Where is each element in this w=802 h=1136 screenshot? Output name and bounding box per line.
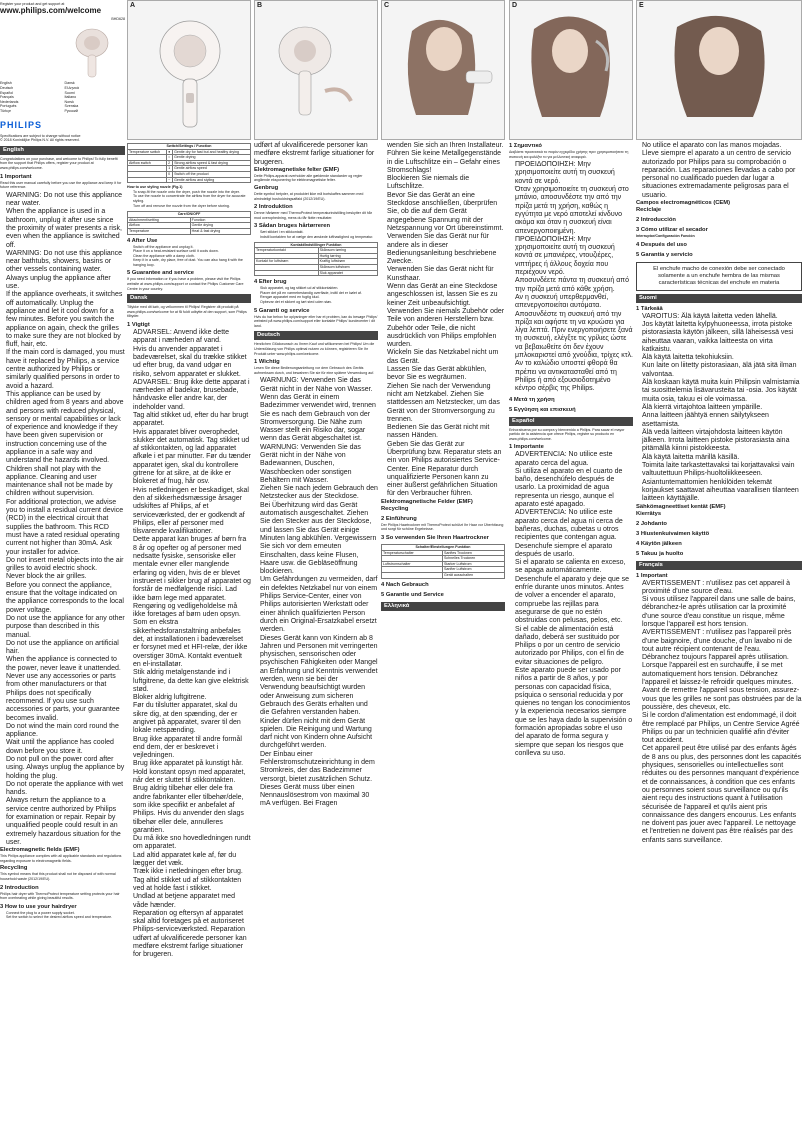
warning-item: • AVERTISSEMENT : n'utilisez pas cet appareil à proximité d'une source d'eau.: [642, 580, 802, 597]
howto-item: • Connect the plug to a power supply socket.: [6, 911, 125, 916]
after-use-list: [127, 245, 251, 268]
heading-so-verwenden: 3 So verwenden Sie Ihren Haartrockner: [381, 534, 489, 541]
warning-item: • Führen Sie keine Metallgegenstände in die Luftschlitze ein – Gefahr eines Stromschlags!: [387, 150, 505, 175]
table-cell: Hurtig tørring: [318, 253, 377, 259]
warning-item: • ADVARSEL: Anvend ikke dette apparat i nærheden af vand.: [133, 329, 251, 346]
settings-table-title: Switch/Settings / Function: [128, 144, 251, 150]
column-6: [636, 0, 802, 845]
warning-item: • Before you connect the appliance, ensure that the voltage indicated on the appliance corresponds to the local power voltage.: [6, 582, 125, 615]
nozzle-item: • To snap-fit the nozzle onto the dryer, push the nozzle into the dryer.: [133, 190, 251, 195]
espanol-warning-list: [509, 451, 633, 758]
toc-item[interactable]: Norsk: [64, 99, 74, 104]
espanol-intro: Enhorabuena por su compra y bienvenido a Philips. Para sacar el mayor partido de la asistencia que ofrece Philips, registre su producto en www.philips.com/welcome.: [509, 427, 625, 441]
warning-item: • Si el aparato se calienta en exceso, se apaga automáticamente. Desenchufe el aparato y deje que se enfríe durante unos minutos. Antes de volver a encender el aparato, compruebe las rejillas para asegurarse de que no estén obstruidas con pelusas, pelos, etc.: [515, 559, 633, 625]
warning-item: • Do not pull on the power cord after using. Always unplug the appliance by holding the plug.: [6, 756, 125, 781]
nozzle-item: • Turn off and remove the nozzle from the dryer before storing.: [133, 204, 251, 209]
warning-item: • Jos käytät laitetta kylpyhuoneessa, irrota pistoke pistorasiasta käytön jälkeen, sillä läheisessä vesi aiheuttaa vaaran, vaikka laitteesta on virta katkaistu.: [642, 321, 802, 354]
section-espanol: Español: [509, 417, 633, 426]
warning-item: • Kun laite on liitetty pistorasiaan, älä jätä sitä ilman valvontaa.: [642, 362, 802, 379]
introduktion-text: Denne hårtørrer med ThermoProtect temperaturindstilling beskytter dit hår mod overophedning, mens du får flotte resultater.: [254, 211, 372, 220]
warning-item: • WARNUNG: Verwenden Sie das Gerät nicht in der Nähe von Badewannen, Duschen, Waschbecken oder sonstigen Behältern mit Wasser.: [260, 444, 378, 485]
table-cell: Gentle drying: [173, 155, 251, 161]
table-cell: Gentle airflow and styling: [173, 177, 251, 183]
figure-a: [127, 0, 251, 140]
column-english: [0, 0, 125, 920]
warning-item: • ADVARSEL: Brug ikke dette apparat i nærheden af badekar, brusebade, håndvaske eller andre kar, der indeholder vand.: [133, 379, 251, 412]
warning-item: • Αν το καλώδιο υποστεί φθορά θα πρέπει να αντικατασταθεί από τη Philips ή από εξουσιοδοτημένο κέντρο σέρβις της Philips.: [515, 360, 633, 393]
heading-how-to-use: 3 How to use your hairdryer: [0, 903, 77, 910]
warning-item: • Cet appareil peut être utilisé par des enfants âgés de 8 ans ou plus, des personnes dont les capacités physiques, sensorielles ou intellectuelles sont réduites ou des personnes manquant d'expérience et de connaissances, à condition que ces enfants ou personnes soient sous surveillance ou qu'ils aient reçu des instructions quant à l'utilisation sécurisée de l'appareil et qu'ils aient pris connaissance des dangers encourus. Les enfants ne doivent pas jouer avec l'appareil. Le nettoyage et l'entretien ne doivent pas être réalisés par des enfants sans surveillance.: [642, 745, 802, 845]
warning-item: • Dette apparat kan bruges af børn fra 8 år og opefter og af personer med nedsatte fysiske, sensoriske eller mentale evner eller manglende erfaring og viden, hvis de er blevet instrueret i sikker brug af apparatet og forstår de medfølgende risici. Lad ikke børn lege med apparatet. Rengøring og vedligeholdelse må ikke foretages af børn uden opsyn.: [133, 536, 251, 619]
heading-como-utilizar: 3 Cómo utilizar el secador: [636, 227, 708, 234]
table-cell: Skånsom luftstrøm: [318, 265, 377, 271]
emf-heading: Electromagnetic fields (EMF): [0, 847, 80, 854]
warning-item: • Do not wind the main cord round the appliance.: [6, 723, 125, 740]
heading-einfuehrung: 2 Einführung: [381, 515, 417, 522]
saadan-list: [254, 230, 378, 239]
warning-item: • Si utiliza el aparato en el cuarto de baño, desenchúfelo después de usarlo. La proximidad de agua representa un riesgo, aunque el aparato esté apagado.: [515, 468, 633, 509]
table-cell: Airflow switch: [128, 160, 167, 166]
heading-after-use: 4 After Use: [127, 237, 158, 244]
warning-list: [0, 192, 125, 847]
warning-item: • This appliance can be used by children aged from 8 years and above and persons with reduced physical, sensory or mental capabilities or lack of experience and knowledge if they have been given supervision or instruction concerning use of the appliance in a safe way and understand the hazards involved. Children shall not play with the appliance. Cleaning and user maintenance shall not be made by children without supervision.: [6, 391, 125, 499]
nozzle-item: • To use the nozzle to concentrate the airflow from the dryer for accurate styling.: [133, 194, 251, 203]
table-cell: Sanfter Luftstrom: [442, 567, 504, 573]
warning-item: • Stik aldrig metalgenstande ind i luftgitrene, da dette kan give elektrisk stød.: [133, 669, 251, 694]
warning-item: • Älä kierrä virtajohtoa laitteen ympärille.: [642, 404, 802, 412]
plug-notice-box: El enchufe macho de conexión debe ser conectado solamente a un enchufe hembra de las mismas características técnicas del enchufe en materia: [636, 262, 802, 291]
after-use-item: • Switch off the appliance and unplug it.: [133, 245, 251, 250]
warning-item: • Bloker aldrig luftgitrene.: [133, 694, 251, 702]
reciclaje-heading: Reciclaje: [636, 207, 662, 214]
table-cell: ○: [167, 155, 173, 161]
hairdryer-front-icon: [128, 1, 251, 139]
einfuehrung-text: Der Philips Haartrockner mit ThermoProtect schützt Ihr Haar vor Überhitzung und sorgt für schöne Ergebnisse.: [381, 522, 504, 532]
warning-item: • Do not insert metal objects into the air grilles to avoid electric shock.: [6, 557, 125, 574]
genbrug-heading: Genbrug: [254, 185, 279, 192]
greek-warning-list: [509, 161, 633, 393]
table-cell: Kraftig luftstrøm: [318, 259, 377, 265]
table-cell: Temperaturkontakt: [255, 248, 319, 254]
efter-brug-item: • Opbevar det et sikkert og tørt sted uden støv.: [260, 300, 378, 305]
table-cell: Sanftes Trocknen: [442, 550, 504, 556]
warning-item: • Hold konstant opsyn med apparatet, når det er sluttet til stikkontakten.: [133, 769, 251, 786]
figure-letter: D: [512, 2, 518, 9]
warning-item: • Hvis apparatet bliver overophedet, slukker det automatisk. Tag stikket ud af stikkontakten, og lad apparatet afkøle i et par minutter. Før du tænder apparatet igen, skal du kontrollere gitrene for at sikre, at de ikke er blokeret af fnug, hår osv.: [133, 429, 251, 487]
table-cell: [255, 270, 319, 276]
table-cell: Luftstromschalter: [382, 561, 443, 567]
garanti-text: Hvis du har behov for oplysninger eller har et problem, kan du besøge Philips' websted på www.philips.com/support eller kontakte Philips' kundecenter i dit land.: [254, 314, 378, 328]
heading-hiustenkuivaimen: 3 Hiustenkuivaimen käyttö: [636, 530, 710, 537]
warning-item: • Never block the air grilles.: [6, 573, 125, 581]
deutsch-intro: Herzlichen Glückwunsch zu Ihrem Kauf und willkommen bei Philips! Um die Unterstützung von Philips optimal nutzen zu können, registrieren Sie Ihr Produkt unter www.philips.com/welcome.: [254, 342, 375, 356]
table-cell: [382, 572, 443, 578]
recycling-text: This symbol means that this product shall not be disposed of with normal household waste (2012/19/EU).: [0, 872, 116, 882]
heading-johdanto: 2 Johdanto: [636, 520, 667, 527]
dansk-settings-table: [254, 242, 378, 277]
heading-saadan-bruges: 3 Sådan bruges hårtørreren: [254, 223, 331, 230]
warning-item: • Si le cordon d'alimentation est endommagé, il doit être remplacé par Philips, un Centre Service Agréé Philips ou par un technicien qualifié afin d'éviter tout accident.: [642, 712, 802, 745]
warning-item: • Always return the appliance to a service centre authorized by Philips for examination or repair. Repair by unqualified people could result in an extremely hazardous situation for the user.: [6, 797, 125, 847]
hairdryer-cover-icon: [0, 21, 125, 81]
after-use-item: • Clean the appliance with a damp cloth.: [133, 254, 251, 259]
warning-item: • If the appliance overheats, it switches off automatically. Unplug the appliance and let it cool down for a few minutes. Before you switch the appliance on again, check the grilles to make sure they are not blocked by fluff, hair, etc.: [6, 291, 125, 349]
suomi-warning-list: [636, 313, 802, 504]
figure-letter: E: [639, 2, 644, 9]
table-cell: 1: [167, 166, 173, 172]
efter-brug-item: • Placer det på en varmebestandig overflade, indtil det er kølet af.: [260, 291, 378, 296]
warning-item: • Älä koskaan käytä muita kuin Philipsin valmistamia tai suosittelemia lisävarusteita tai -osia. Jos käytät muita osia, takuu ei ole voimassa.: [642, 379, 802, 404]
table-cell: Temperature: [128, 228, 191, 234]
warning-item: • When the appliance is used in a bathroom, unplug it after use since the proximity of water presents a risk, even when the appliance is switched off.: [6, 208, 125, 249]
figure-c: [381, 0, 505, 140]
heading-greek-important: 1 Σημαντικό: [509, 143, 542, 149]
heading-guarantee: 5 Guarantee and service: [127, 270, 195, 277]
warning-item: • Du må ikke sno hovedledningen rundt om apparatet.: [133, 835, 251, 852]
warning-item: • Όταν χρησιμοποιείτε τη συσκευή στο μπάνιο, αποσυνδέστε την από την πρίζα μετά τη χρήση, καθώς η εγγύτητα με νερό αποτελεί κίνδυνο ακόμα και όταν η συσκευή είναι απενεργοποιημένη.: [515, 186, 633, 236]
settings-table: [127, 143, 251, 183]
hair-drying-icon: [382, 1, 505, 139]
warning-item: • Verwenden Sie das Gerät nur für andere als in dieser Bedienungsanleitung beschriebene Zwecke.: [387, 233, 505, 266]
deutsch-settings-table: [381, 544, 505, 579]
care-table-title: Care/ON/OFF: [128, 212, 251, 218]
warning-item: • Lorsque l'appareil est en surchauffe, il se met automatiquement hors tension. Débranchez l'appareil et laissez-le refroidir quelques minutes. Avant de remettre l'appareil sous tension, assurez-vous que les grilles ne sont pas obstruées par de la poussière, des cheveux, etc.: [642, 662, 802, 712]
warning-item: • Ziehen Sie nach jedem Gebrauch den Netzstecker aus der Steckdose.: [260, 485, 378, 502]
figure-b: [254, 0, 378, 140]
after-use-item: • Place it on a heat-resistant surface until it cools down.: [133, 249, 251, 254]
warning-item: • Geben Sie das Gerät zur Überprüfung bzw. Reparatur stets an ein von Philips autorisiertes Service-Center. Eine Reparatur durch unqualifizierte Personen kann zu einer äußerst gefährlichen Situation für den Verbraucher führen.: [387, 441, 505, 499]
warning-item: • If the main cord is damaged, you must have it replaced by Philips, a service centre authorized by Philips or similarly qualified persons in order to avoid a hazard.: [6, 349, 125, 390]
heading-garantia: 5 Garantía y servicio: [636, 251, 693, 258]
toc-item[interactable]: Español: [0, 90, 13, 95]
warning-item: • Undlad at betjene apparatet med våde hænder.: [133, 893, 251, 910]
warning-item: • wenden Sie sich an Ihren Installateur.: [387, 142, 505, 150]
warning-item: • Bei Überhitzung wird das Gerät automatisch ausgeschaltet. Ziehen Sie den Stecker aus der Steckdose, und lassen Sie das Gerät einige Minuten lang abkühlen. Vergewissern Sie sich vor dem erneuten Einschalten, dass keine Flusen, Haare usw. die Gebläseöffnung blockieren.: [260, 502, 378, 577]
toc-item[interactable]: Suomi: [64, 90, 75, 95]
warning-item: • WARNING: Do not use this appliance near bathtubs, showers, basins or other vessels containing water.: [6, 250, 125, 275]
dansk-cont: udført af ukvalificerede personer kan medføre ekstremt farlige situationer for brugeren.: [254, 142, 375, 166]
toc-item[interactable]: Italiano: [64, 95, 77, 100]
table-cell: Temperature switch: [128, 149, 167, 155]
efter-brug-list: [254, 286, 378, 304]
heading-wichtig: 1 Wichtig: [254, 359, 280, 366]
emf-text: Dette Philips-apparat overholder alle gældende standarder og regler angående eksponering for elektromagnetiske felter.: [254, 173, 363, 183]
warning-item: • Wenn das Gerät in einem Badezimmer verwendet wird, trennen Sie es nach dem Gebrauch von der Stromversorgung. Die Nähe zum Wasser stellt ein Risiko dar, sogar wenn das Gerät abgeschaltet ist.: [260, 394, 378, 444]
warning-item: • Αν η συσκευή υπερθερμανθεί, απενεργοποιείται αυτόματα. Αποσυνδέστε τη συσκευή από την πρίζα και αφήστε τη να κρυώσει για λίγα λεπτά. Πριν ενεργοποιήσετε ξανά τη συσκευή, ελέγξτε τις γρίλιες ώστε να βεβαιωθείτε ότι δεν έχουν μπλοκαριστεί από χνούδια, τρίχες κτλ.: [515, 294, 633, 360]
toc-item[interactable]: Dansk: [64, 81, 75, 86]
table-cell: Temperaturschalter: [382, 550, 443, 556]
espanol-cont-list: [636, 142, 802, 200]
table-cell: Kontakt for luftstrøm: [255, 259, 319, 265]
howto-item: • Set the switch to select the desired airflow speed and temperature.: [6, 915, 125, 920]
table-cell: ~: [167, 177, 173, 183]
howto-list: [0, 911, 125, 920]
figure-letter: A: [130, 2, 136, 9]
table-cell: Function: [190, 217, 250, 223]
table-cell: [128, 177, 167, 183]
warning-item: • Lad altid apparatet køle af, før du lægger det væk.: [133, 852, 251, 869]
copyright: © 2018 Koninklijke Philips N.V. All rights reserved.: [0, 138, 80, 143]
table-cell: Gentle drying: [190, 223, 250, 229]
emf-heading: Elektromagnetiske felter (EMF): [254, 166, 340, 173]
figure-d: [509, 0, 633, 140]
warning-item: • No utilice el aparato con las manos mojadas.: [642, 142, 802, 150]
figure-e: [636, 0, 802, 140]
warning-item: • Do not operate the appliance with wet hands.: [6, 781, 125, 798]
table-cell: Sluk apparatet: [318, 270, 377, 276]
warning-item: • Brug ikke apparatet på kunstigt hår.: [133, 760, 251, 768]
language-index: [0, 81, 125, 113]
recycling-heading: Recycling: [381, 505, 409, 512]
warning-item: • Bevor Sie das Gerät an eine Steckdose anschließen, überprüfen Sie, ob die auf dem Gerät angegebene Spannung mit der Netzspannung vor Ort übereinstimmt.: [387, 192, 505, 233]
francais-warning-list: [636, 580, 802, 846]
heading-introduccion: 2 Introducción: [636, 217, 676, 224]
warning-item: • Este aparato puede ser usado por niños a partir de 8 años, y por personas con capacidad física, psíquica o sensorial reducida y por quienes no tengan los conocimientos y la experiencia necesarios siempre que se les haya dado la supervisión o formación apropiadas sobre el uso del aparato de forma segura y siempre que sepan los riesgos que conlleva su uso.: [515, 667, 633, 758]
table-cell: Switch off the product: [173, 171, 251, 177]
section-english: English: [0, 146, 125, 155]
warning-item: • ΠΡΟΕΙΔΟΠΟΙΗΣΗ: Μην χρησιμοποιείτε αυτή τη συσκευή κοντά σε μπανιέρες, ντουζιέρες, νιπτήρες ή άλλους δοχεία που περιέχουν νερό.: [515, 236, 633, 277]
intro-text: Congratulations on your purchase, and welcome to Philips! To fully benefit from the support that Philips offers, register your product at www.philips.com/welcome.: [0, 156, 118, 171]
column-3: [254, 0, 378, 809]
introduction-text: Philips hair dryer with ThermoProtect temperature setting protects your hair from overheating while giving beautiful results.: [0, 891, 120, 901]
warning-item: • Anna laitteen jäähtyä ennen säilytykseen asettamista.: [642, 412, 802, 429]
warning-item: • Verwenden Sie das Gerät nicht für Kunsthaar.: [387, 266, 505, 283]
heading-takuu: 5 Takuu ja huolto: [636, 550, 684, 557]
warning-item: • Wenn das Gerät an eine Steckdose angeschlossen ist, lassen Sie es zu keiner Zeit unbeaufsichtigt.: [387, 283, 505, 308]
saadan-item: • Indstil kontakten for at vælge den ønskede lufthastighed og temperatur.: [260, 235, 378, 240]
warning-item: • VAROITUS: Älä käytä laitetta veden lähellä.: [642, 313, 802, 321]
styling-nozzle-heading: How to use styling nozzle (Fig.1): [127, 185, 183, 190]
table-cell: ●: [167, 149, 173, 155]
hair-finish-icon: [637, 1, 802, 139]
model-number: BHD628: [111, 16, 125, 21]
column-4: [381, 0, 505, 613]
column-2: [127, 0, 251, 960]
philips-logo: PHILIPS: [0, 119, 43, 130]
warning-item: • Hvis du anvender apparatet i badeværelset, skal du trække stikket ud efter brug, da vand udgør en risiko, selvom apparatet er slukket.: [133, 346, 251, 379]
warning-item: • Always unplug the appliance after use.: [6, 275, 125, 292]
warning-item: • Før du tilslutter apparatet, skal du sikre dig, at den spænding, der er angivet på apparatet, svarer til den lokale netspænding.: [133, 702, 251, 735]
warning-item: • Bedienen Sie das Gerät nicht mit nassen Händen.: [387, 424, 505, 441]
guarantee-text: If you need information or if you have a problem, please visit the Philips website at www.philips.com/support or contact the Philips Customer Care Centre in your country.: [127, 277, 244, 291]
warning-item: • Si el cable de alimentación está dañado, deberá ser sustituido por Philips o por un centro de servicio autorizado por Philips, con el fin de evitar situaciones de peligro.: [515, 626, 633, 667]
figure-letter: B: [257, 2, 263, 9]
warning-item: • For additional protection, we advise you to install a residual current device (RCD) in the electrical circuit that supplies the bathroom. This RCD must have a rated residual operating current not higher than 30mA. Ask your installer for advice.: [6, 499, 125, 557]
dansk-intro: Tillykke med dit køb, og velkommen til Philips! Registrer dit produkt på www.philips.com/welcome for at få fuldt udbytte af den support, som Philips tilbyder.: [127, 305, 247, 319]
table-cell: Gerät ausschalten: [442, 572, 504, 578]
greek-intro: Διαβάστε προσεκτικά το παρόν εγχειρίδιο χρήσης πριν χρησιμοποιήσετε τη συσκευή και φυλάξτε το για μελλοντική αναφορά.: [509, 150, 629, 159]
heading-introduction: 2 Introduction: [0, 884, 39, 891]
after-use-item: • Keep it in a safe, dry place, free of dust. You can also hang it with the hanging loop.: [133, 258, 251, 267]
warning-item: • Do not use the appliance on artificial hair.: [6, 640, 125, 657]
table-cell: Skånsom tørring: [318, 248, 377, 254]
toc-item[interactable]: Ελληνικά: [64, 86, 79, 91]
recycling-heading: Recycling: [0, 865, 28, 872]
warning-item: • Αποσυνδέετε πάντα τη συσκευή από την πρίζα μετά από κάθε χρήση.: [515, 277, 633, 294]
table-cell: Gentle airflow speed: [173, 166, 251, 172]
heading-importante: 1 Importante: [509, 444, 544, 451]
saadan-item: • Sæt stikket i en stikkontakt.: [260, 230, 378, 235]
warning-item: • ADVERTENCIA: No utilice este aparato cerca del agua ni cerca de bañeras, duchas, cubetas u otros recipientes que contengan agua.: [515, 509, 633, 542]
table-cell: Airflow: [128, 223, 191, 229]
heading-efter-brug: 4 Efter brug: [254, 279, 287, 286]
warning-item: • When the appliance is connected to the power, never leave it unattended.: [6, 656, 125, 673]
important-intro: Read this user manual carefully before you use the appliance and keep it for future reference.: [0, 180, 122, 190]
warning-item: • Do not use the appliance for any other purpose than described in this manual.: [6, 615, 125, 640]
cover-product-image: [0, 21, 125, 81]
warning-item: • ΠΡΟΕΙΔΟΠΟΙΗΣΗ: Μην χρησιμοποιείτε αυτή τη συσκευή κοντά σε νερό.: [515, 161, 633, 186]
warning-item: • Lleve siempre el aparato a un centro de servicio autorizado por Philips para su comprobación o reparación. Las reparaciones llevadas a cabo por personal no cualificado pueden dar lugar a situaciones extremadamente peligrosas para el usuario.: [642, 150, 802, 200]
table-cell: 0: [167, 171, 173, 177]
table-cell: Gentle dry for fast but and healthy drying: [173, 149, 251, 155]
heading-greek-after-use: 4 Μετά τη χρήση: [509, 396, 555, 403]
warning-item: • AVERTISSEMENT : n'utilisez pas l'appareil près d'une baignoire, d'une douche, d'un lavabo ni de tout autre récipient contenant de l'eau.: [642, 629, 802, 654]
section-deutsch: Deutsch: [254, 331, 378, 340]
column-5: [509, 0, 633, 758]
warning-item: • Tag altid stikket ud, efter du har brugt apparatet.: [133, 412, 251, 429]
toc-item[interactable]: Português: [0, 104, 17, 109]
section-suomi: Suomi: [636, 294, 802, 303]
warning-item: • Reparation og eftersyn af apparatet skal altid foretages på et autoriseret Philips-serviceværksted. Reparation udført af ukvalificerede personer kan medføre ekstremt farlige situationer for brugeren.: [133, 910, 251, 960]
warning-item: • WARNUNG: Verwenden Sie das Gerät nicht in der Nähe von Wasser.: [260, 377, 378, 394]
deutsch-warning-list: [254, 377, 378, 808]
warning-item: • Træk ikke i netledningen efter brug. Tag altid stikket ud af stikkontakten ved at holde fast i stikket.: [133, 868, 251, 893]
warning-item: • Brug aldrig tilbehør eller dele fra andre fabrikanter eller tilbehør/dele, som ikke specifikt er anbefalet af Philips. Hvis du anvender den slags tilbehør eller dele, annulleres garantien.: [133, 785, 251, 835]
table-cell: Attachment/setting: [128, 217, 191, 223]
table-cell: Heat & fast drying: [190, 228, 250, 234]
genbrug-text: Dette symbol betyder, at produktet ikke må bortskaffes sammen med almindeligt husholdningsaffald (2012/19/EU).: [254, 192, 364, 201]
warning-item: • Wickeln Sie das Netzkabel nicht um das Gerät.: [387, 349, 505, 366]
heading-nach-gebrauch: 4 Nach Gebrauch: [381, 581, 429, 588]
heading-garanti: 5 Garanti og service: [254, 307, 310, 314]
figure-letter: C: [384, 2, 390, 9]
dansk-warning-list: [127, 329, 251, 960]
care-table: [127, 211, 251, 234]
warning-item: • Hvis netledningen er beskadiget, skal den af sikkerhedsmæssige årsager udskiftes af Philips, af et serviceværksted, der er godkendt af Philips, eller af personer med tilsvarende kvalifikationer.: [133, 487, 251, 537]
table-title: Kontakt/Indstillinger Funktion: [255, 242, 378, 248]
heading-garantie: 5 Garantie und Service: [381, 591, 444, 598]
warning-item: • Desenchufe siempre el aparato después de usarlo.: [515, 543, 633, 560]
section-dansk: Dansk: [127, 294, 251, 303]
table-cell: Schnelles Trocknen: [442, 556, 504, 562]
toc-item[interactable]: Français: [0, 95, 14, 100]
warning-item: • Débranchez toujours l'appareil après utilisation.: [642, 654, 802, 662]
warning-item: • Brug ikke apparatet til andre formål end dem, der er beskrevet i vejledningen.: [133, 736, 251, 761]
heading-important: 1 Important: [0, 173, 32, 180]
warning-item: • WARNING: Do not use this appliance near water.: [6, 192, 125, 209]
warning-item: • Ziehen Sie nach der Verwendung nicht am Netzkabel. Ziehen Sie stattdessen am Netzstecker, um das Gerät von der Stromversorgung zu trennen.: [387, 383, 505, 424]
warning-item: • Älä käytä laitetta märillä käsillä.: [642, 454, 802, 462]
spec-notice: Specifications are subject to change without notice: [0, 133, 81, 138]
toc-item[interactable]: Русский: [64, 109, 78, 114]
heading-introduktion: 2 Introduktion: [254, 204, 293, 211]
warning-item: • Si vous utilisez l'appareil dans une salle de bains, débranchez-le après utilisation car la proximité d'une source d'eau constitue un risque, même lorsque l'appareil est hors tension.: [642, 596, 802, 629]
toc-item[interactable]: Türkçe: [0, 109, 11, 114]
hand-hairdryer-icon: [255, 1, 378, 139]
es-table-title: Interruptor/Configuración Función: [636, 234, 695, 239]
wichtig-intro: Lesen Sie diese Bedienungsanleitung vor dem Gebrauch des Geräts aufmerksam durch, und bewahren Sie sie für eine spätere Verwendung auf.: [254, 366, 375, 375]
table-cell: Strong airflow speed & fast drying: [173, 160, 251, 166]
emf-text: This Philips appliance complies with all applicable standards and regulations regarding exposure to electromagnetic fields.: [0, 854, 122, 863]
register-tagline: Register your product and get support at: [0, 2, 65, 6]
warning-item: • Toimita laite tarkastettavaksi tai korjattavaksi vain valtuutettuun Philips-huoltoliikkeeseen. Asiantuntemattomien henkilöiden tekemät korjaukset saattavat aiheuttaa vaarallisen tilanteen laitteen käyttäjälle.: [642, 462, 802, 503]
toc-item[interactable]: Deutsch: [0, 86, 14, 91]
warning-item: • Wait until the appliance has cooled down before you store it.: [6, 739, 125, 756]
heading-greek-guarantee: 5 Εγγύηση και επισκευή: [509, 406, 576, 413]
heading-vigtigt: 1 Vigtigt: [127, 322, 150, 329]
register-url[interactable]: www.philips.com/welcome: [0, 5, 102, 15]
warning-item: • Der Einbau einer Fehlerstromschutzeinrichtung in dem Stromkreis, der das Badezimmer versorgt, bietet zusätzlichen Schutz. Dieses Gerät muss über einen Nennauslösestrom von maximal 30 mA verfügen. Bei Fragen: [260, 751, 378, 809]
heading-tarkeaa: 1 Tärkeää: [636, 305, 663, 312]
warning-item: • Älä vedä laitteen virtajohdosta laitteen käytön jälkeen. Irrota laitteen pistoke pistorasiasta aina pitämällä kiinni pistokkeesta.: [642, 429, 802, 454]
efter-brug-item: • Rengør apparatet med en fugtig klud.: [260, 295, 378, 300]
section-greek: Ελληνικά: [381, 602, 505, 611]
warning-item: • Blockieren Sie niemals die Luftschlitze.: [387, 175, 505, 192]
toc-item[interactable]: English: [0, 81, 12, 86]
warning-item: • Som en ekstra sikkerhedsforanstaltning anbefales det, at installationen i badeværelset er forsynet med et HFI-relæ, der ikke overstiger 30mA. Kontakt eventuelt en el-installatør.: [133, 619, 251, 669]
heading-important-fr: 1 Important: [636, 572, 668, 579]
warning-item: • Um Gefährdungen zu vermeiden, darf ein defektes Netzkabel nur von einem Philips Service-Center, einer von Philips autorisierten Werkstatt oder einer ähnlich qualifizierten Person durch ein Original-Ersatzkabel ersetzt werden.: [260, 576, 378, 634]
toc-item[interactable]: Svenska: [64, 104, 79, 109]
table-cell: 2: [167, 160, 173, 166]
table-cell: Starker Luftstrom: [442, 561, 504, 567]
efter-brug-item: • Sluk apparatet, og tag stikket ud af stikkontakten.: [260, 286, 378, 291]
warning-item: • Dieses Gerät kann von Kindern ab 8 Jahren und Personen mit verringerten physischen, sensorischen oder psychischen Fähigkeiten oder Mangel an Erfahrung und Kenntnis verwendet werden, wenn sie bei der Verwendung beaufsichtigt wurden oder Anweisung zum sicheren Gebrauch des Geräts erhalten und die Gefahren verstanden haben. Kinder dürfen nicht mit dem Gerät spielen. Die Reinigung und Wartung darf nicht von Kindern ohne Aufsicht durchgeführt werden.: [260, 635, 378, 751]
emf-heading: Elektromagnetische Felder (EMF): [381, 498, 473, 505]
kierratys-heading: Kierrätys: [636, 510, 662, 517]
warning-item: • ADVERTENCIA: No utilice este aparato cerca del agua.: [515, 451, 633, 468]
section-francais: Français: [636, 561, 802, 570]
table-title: Schalter/Einstellungen Funktion: [382, 544, 505, 550]
emf-fi-heading: Sähkömagneettiset kentät (EMF): [636, 503, 726, 510]
heading-kaytön-jalkeen: 4 Käytön jälkeen: [636, 540, 682, 547]
warning-item: • Never use any accessories or parts from other manufacturers or that Philips does not specifically recommend. If you use such accessories or parts, your guarantee becomes invalid.: [6, 673, 125, 723]
warning-item: • Lassen Sie das Gerät abkühlen, bevor Sie es wegräumen.: [387, 366, 505, 383]
hair-styling-icon: [510, 1, 633, 139]
nozzle-list: [127, 190, 251, 208]
deutsch-cont-list: [381, 142, 505, 499]
emf-heading: Campos electromagnéticos (CEM): [636, 200, 731, 207]
toc-item[interactable]: Nederlands: [0, 99, 19, 104]
warning-item: • Verwenden Sie niemals Zubehör oder Teile von anderen Herstellern bzw. Zubehör oder Teile, die nicht ausdrücklich von Philips empfohlen wurden.: [387, 308, 505, 349]
warning-item: • Älä käytä laitetta tekohiuksiin.: [642, 354, 802, 362]
heading-despues: 4 Después del uso: [636, 241, 687, 248]
